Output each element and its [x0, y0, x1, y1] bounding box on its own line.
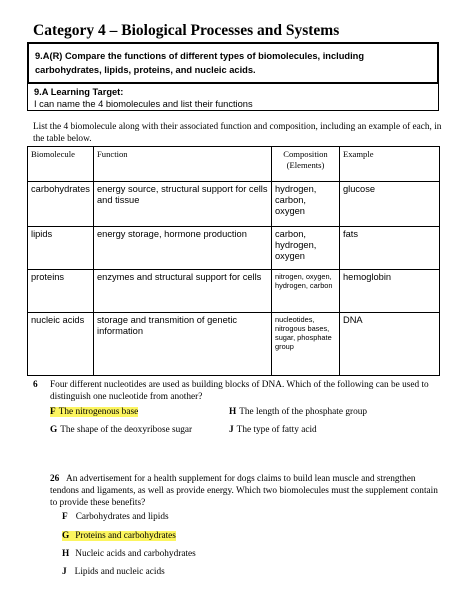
- cell-biomolecule: proteins: [28, 270, 94, 313]
- cell-example: DNA: [340, 313, 440, 376]
- table-header-row: [28, 147, 440, 182]
- header-biomolecule: Biomolecule: [28, 147, 94, 182]
- learning-target-heading: 9.A Learning Target:: [34, 87, 124, 97]
- option-letter: G: [62, 531, 70, 541]
- learning-target-statement: I can name the 4 biomolecules and list their functions: [34, 99, 253, 109]
- option-text: Nucleic acids and carbohydrates: [75, 549, 196, 559]
- cell-composition: carbon, hydrogen, oxygen: [272, 227, 340, 270]
- q26-option-f[interactable]: [62, 512, 169, 522]
- option-text: Proteins and carbohydrates: [75, 531, 176, 541]
- page-title: Category 4 – Biological Processes and Systems: [33, 22, 340, 39]
- cell-function: energy storage, hormone production: [94, 227, 272, 270]
- cell-example: hemoglobin: [340, 270, 440, 313]
- option-letter: H: [62, 549, 70, 559]
- question-6-text: Four different nucleotides are used as building blocks of DNA. Which of the following can be used to distinguish one nucleotide from another?: [50, 380, 429, 402]
- standard-box: [27, 42, 439, 84]
- option-text: Lipids and nucleic acids: [74, 567, 165, 577]
- q6-option-g[interactable]: [50, 425, 192, 435]
- cell-function: enzymes and structural support for cells: [94, 270, 272, 313]
- table-row: [28, 313, 440, 376]
- q26-option-j[interactable]: [62, 567, 165, 577]
- cell-function: energy source, structural support for cells and tissue: [94, 182, 272, 227]
- cell-example: fats: [340, 227, 440, 270]
- cell-function: storage and transmition of genetic information: [94, 313, 272, 376]
- table-row: [28, 182, 440, 227]
- table-instructions: List the 4 biomolecule along with their associated function and composition, including an example of each, in the table below.: [33, 122, 442, 144]
- q26-option-g[interactable]: [62, 531, 176, 541]
- question-6-number: 6: [33, 380, 38, 390]
- question-26-number: 26: [50, 474, 60, 484]
- q26-option-g-highlight: [62, 531, 176, 541]
- option-text: The nitrogenous base: [58, 407, 139, 417]
- option-letter: F: [50, 407, 56, 417]
- q6-option-h[interactable]: [229, 407, 367, 417]
- cell-biomolecule: nucleic acids: [28, 313, 94, 376]
- cell-composition: hydrogen, carbon, oxygen: [272, 182, 340, 227]
- header-composition: Composition (Elements): [272, 147, 340, 182]
- option-text: The shape of the deoxyribose sugar: [60, 425, 193, 435]
- option-text: The type of fatty acid: [236, 425, 317, 435]
- question-26-text: An advertisement for a health supplement for dogs claims to build lean muscle and strengthen tendons and ligaments, as well as provide energy. Which two biomolecules must the supplement contain to provide these benefits?: [50, 474, 438, 508]
- cell-biomolecule: lipids: [28, 227, 94, 270]
- q26-option-h[interactable]: [62, 549, 196, 559]
- cell-example: glucose: [340, 182, 440, 227]
- option-letter: H: [229, 407, 237, 417]
- option-letter: J: [229, 425, 234, 435]
- q6-option-f[interactable]: [50, 407, 138, 417]
- learning-target-box: [27, 83, 439, 111]
- table-row: [28, 270, 440, 313]
- option-text: The length of the phosphate group: [239, 407, 368, 417]
- header-example: Example: [340, 147, 440, 182]
- option-text: Carbohydrates and lipids: [75, 512, 169, 522]
- q6-option-f-highlight: [50, 407, 138, 417]
- cell-composition: nucleotides, nitrogous bases, sugar, phosphate group: [272, 313, 340, 376]
- option-letter: F: [62, 512, 68, 522]
- cell-biomolecule: carbohydrates: [28, 182, 94, 227]
- option-letter: G: [50, 425, 58, 435]
- cell-composition: nitrogen, oxygen, hydrogen, carbon: [272, 270, 340, 313]
- standard-text: 9.A(R) Compare the functions of different types of biomolecules, including carbohydrates, lipids, proteins, and nucleic acids.: [35, 51, 365, 75]
- q6-option-j[interactable]: [229, 425, 317, 435]
- option-letter: J: [62, 567, 67, 577]
- header-function: Function: [94, 147, 272, 182]
- table-row: [28, 227, 440, 270]
- biomolecule-table: [27, 146, 440, 376]
